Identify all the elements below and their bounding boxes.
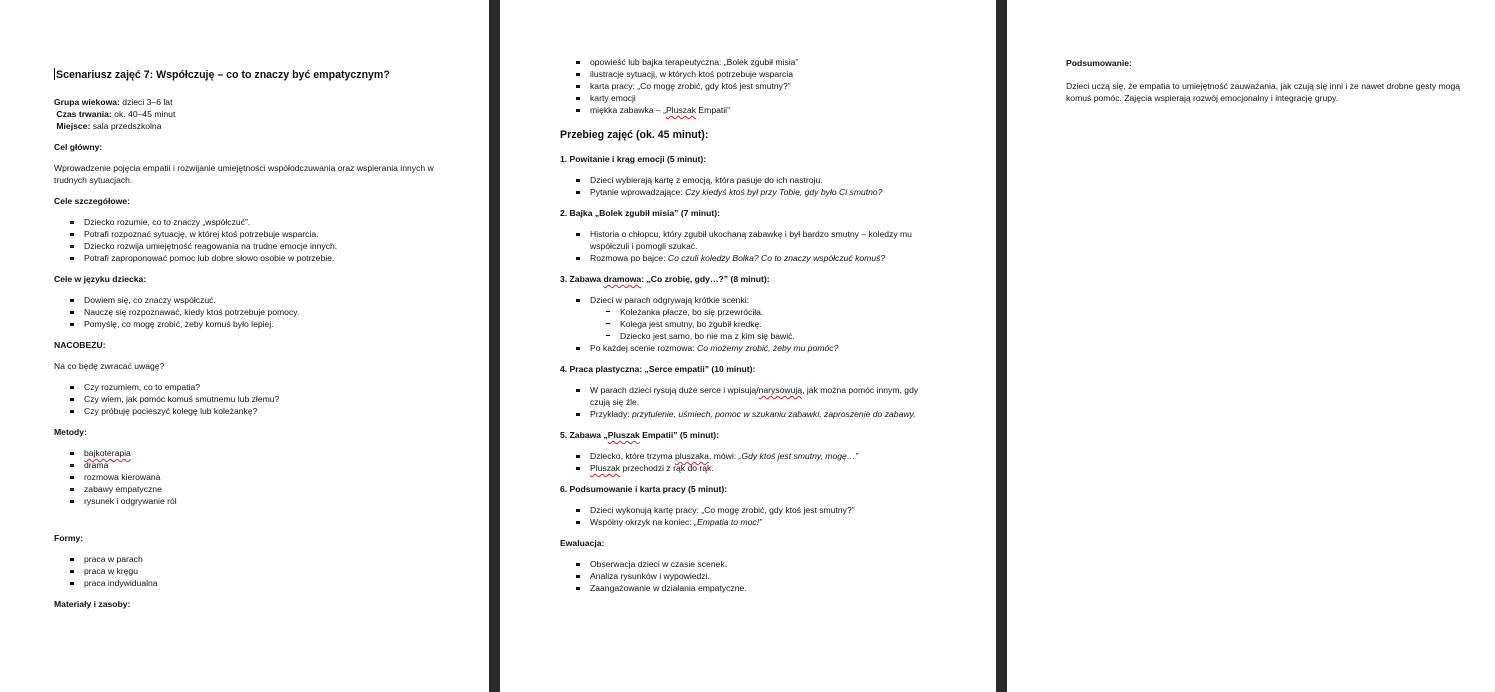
list-item: Czy próbuję pocieszyć kolegę lub koleżankę? — [54, 405, 434, 417]
spelling-flag: narysowują — [758, 385, 803, 395]
evaluation-heading: Ewaluacja: — [560, 538, 605, 548]
text-cursor — [54, 68, 55, 80]
list-item: Pomyślę, co mogę zrobić, żeby komuś było lepiej. — [54, 318, 434, 330]
list-item: Potrafi rozpoznać sytuację, w której ktoś potrzebuje wsparcia. — [54, 228, 434, 240]
list-item: Nauczę się rozpoznawać, kiedy ktoś potrzebuje pomocy. — [54, 306, 434, 318]
list-item: drama — [54, 459, 434, 471]
nacobezu-heading: NACOBEZU: — [54, 340, 106, 350]
step-1-list — [560, 174, 940, 198]
evaluation-list — [560, 558, 940, 594]
spelling-flag: bajkoterapia — [84, 448, 131, 458]
summary-text: Dzieci uczą się, że empatia to umiejętność zauważania, jak czują się inni i że nawet drobne gesty mogą komuś pomóc. Zajęcia wspierają rozwój emocjonalny i integrację grupy. — [1066, 81, 1461, 103]
sub-list-item: Kolega jest smutny, bo zgubił kredkę. — [590, 318, 940, 330]
list-item: Dzieci wykonują kartę pracy: „Co mogę zrobić, gdy ktoś jest smutny?” — [560, 504, 940, 516]
list-item: Zaangażowanie w działania empatyczne. — [560, 582, 940, 594]
list-item: rozmowa kierowana — [54, 471, 434, 483]
step-4-heading: 4. Praca plastyczna: „Serce empatii” (10 minut): — [560, 364, 756, 374]
main-goal-text: Wprowadzenie pojęcia empatii i rozwijanie umiejętności współodczuwania oraz wspierania innych w trudnych sytuacjach. — [54, 163, 434, 185]
list-item: Przykłady: przytulenie, uśmiech, pomoc w szukaniu zabawki, zaproszenie do zabawy. — [560, 408, 940, 420]
step-5-list — [560, 450, 940, 474]
info-line-age: Grupa wiekowa: dzieci 3–6 lat — [54, 97, 173, 107]
document-title: Scenariusz zajęć 7: Współczuję – co to znaczy być empatycznym? — [56, 69, 390, 81]
list-item: Historia o chłopcu, który zgubił ukochaną zabawkę i był bardzo smutny – koledzy mu współczuli i pomogli szukać. — [560, 228, 940, 252]
nacobezu-question: Na co będę zwracać uwagę? — [54, 361, 165, 371]
step-2-list — [560, 228, 940, 264]
child-goals-heading: Cele w języku dziecka: — [54, 274, 147, 284]
list-item: praca w parach — [54, 553, 434, 565]
list-item: miękka zabawka – „Pluszak Empatii” — [560, 104, 940, 116]
scenes-sublist — [590, 306, 940, 342]
materials-list — [560, 56, 940, 116]
spelling-flag: dramowa — [603, 274, 642, 284]
list-item: Dziecko rozwija umiejętność reagowania na trudne emocje innych. — [54, 240, 434, 252]
list-item: Analiza rysunków i wypowiedzi. — [560, 570, 940, 582]
info-line-place: Miejsce: sala przedszkolna — [54, 121, 162, 131]
document-page-1[interactable] — [0, 0, 489, 692]
step-3-heading: 3. Zabawa dramowa: „Co zrobię, gdy…?” (8 minut): — [560, 274, 770, 284]
spelling-flag: Pluszak — [665, 105, 697, 115]
list-item: praca indywidualna — [54, 577, 434, 589]
forms-list — [54, 553, 434, 589]
detailed-goals-list — [54, 216, 434, 264]
nacobezu-list — [54, 381, 434, 417]
step-3-list — [560, 294, 940, 354]
materials-heading: Materiały i zasoby: — [54, 599, 131, 609]
list-item: Dziecko, które trzyma pluszaka, mówi: „Gdy ktoś jest smutny, mogę…” — [560, 450, 940, 462]
step-6-heading: 6. Podsumowanie i karta pracy (5 minut): — [560, 484, 728, 494]
list-item: W parach dzieci rysują duże serce i wpisują/narysowują, jak można pomóc innym, gdy czują się źle. — [560, 384, 940, 408]
list-item: karty emocji — [560, 92, 940, 104]
list-item: Dzieci wybierają kartę z emocją, która pasuje do ich nastroju. — [560, 174, 940, 186]
list-item: Rozmowa po bajce: Co czuli koledzy Bolka? Co to znaczy współczuć komuś? — [560, 252, 940, 264]
list-item: praca w kręgu — [54, 565, 434, 577]
step-4-list — [560, 384, 940, 420]
list-item: Po każdej scenie rozmowa: Co możemy zrobić, żeby mu pomóc? — [560, 342, 940, 354]
summary-heading: Podsumowanie: — [1066, 58, 1132, 68]
list-item: opowieść lub bajka terapeutyczna: „Bolek zgubił misia” — [560, 56, 940, 68]
sub-list-item: Dziecko jest samo, bo nie ma z kim się bawić. — [590, 330, 940, 342]
step-5-heading: 5. Zabawa „Pluszak Empatii” (5 minut): — [560, 430, 720, 440]
list-item: Czy rozumiem, co to empatia? — [54, 381, 434, 393]
main-goal-heading: Cel główny: — [54, 142, 103, 152]
spelling-flag: pluszaka — [675, 451, 709, 461]
spelling-flag: Pluszak — [607, 430, 640, 440]
methods-heading: Metody: — [54, 427, 87, 437]
list-item: Potrafi zaproponować pomoc lub dobre słowo osobie w potrzebie. — [54, 252, 434, 264]
step-2-heading: 2. Bajka „Bolek zgubił misia” (7 minut): — [560, 208, 720, 218]
list-item: ilustracje sytuacji, w których ktoś potrzebuje wsparcia — [560, 68, 940, 80]
document-page-2[interactable] — [500, 0, 996, 692]
spelling-flag: Pluszak — [590, 463, 621, 473]
list-item: zabawy empatyczne — [54, 483, 434, 495]
info-line-duration: Czas trwania: ok. 40–45 minut — [54, 109, 176, 119]
list-item: Pytanie wprowadzające: Czy kiedyś ktoś był przy Tobie, gdy było Ci smutno? — [560, 186, 940, 198]
step-6-list — [560, 504, 940, 528]
list-item: Czy wiem, jak pomóc komuś smutnemu lub złemu? — [54, 393, 434, 405]
list-item: karta pracy: „Co mogę zrobić, gdy ktoś jest smutny?” — [560, 80, 940, 92]
list-item: Pluszak przechodzi z rąk do rąk. — [560, 462, 940, 474]
step-1-heading: 1. Powitanie i krąg emocji (5 minut): — [560, 154, 707, 164]
lesson-info — [54, 96, 434, 132]
sub-list-item: Koleżanka płacze, bo się przewróciła. — [590, 306, 940, 318]
document-page-3[interactable] — [1007, 0, 1495, 692]
list-item: rysunek i odgrywanie ról — [54, 495, 434, 507]
list-item — [54, 447, 434, 459]
list-item: Dzieci w parach odgrywają krótkie scenki: Koleżanka płacze, bo się przewróciła. Kolega jest smutny, bo zgubił kredkę. Dziecko jest samo, bo nie ma z kim się bawić. — [560, 294, 940, 342]
detailed-goals-heading: Cele szczegółowe: — [54, 196, 130, 206]
list-item: Dziecko rozumie, co to znaczy „współczuć”. — [54, 216, 434, 228]
list-item: Wspólny okrzyk na koniec: „Empatia to moc!” — [560, 516, 940, 528]
forms-heading: Formy: — [54, 533, 84, 543]
child-goals-list — [54, 294, 434, 330]
list-item: Dowiem się, co znaczy współczuć. — [54, 294, 434, 306]
lesson-flow-heading: Przebieg zajęć (ok. 45 minut): — [560, 129, 709, 141]
list-item: Obserwacja dzieci w czasie scenek. — [560, 558, 940, 570]
methods-list — [54, 447, 434, 507]
